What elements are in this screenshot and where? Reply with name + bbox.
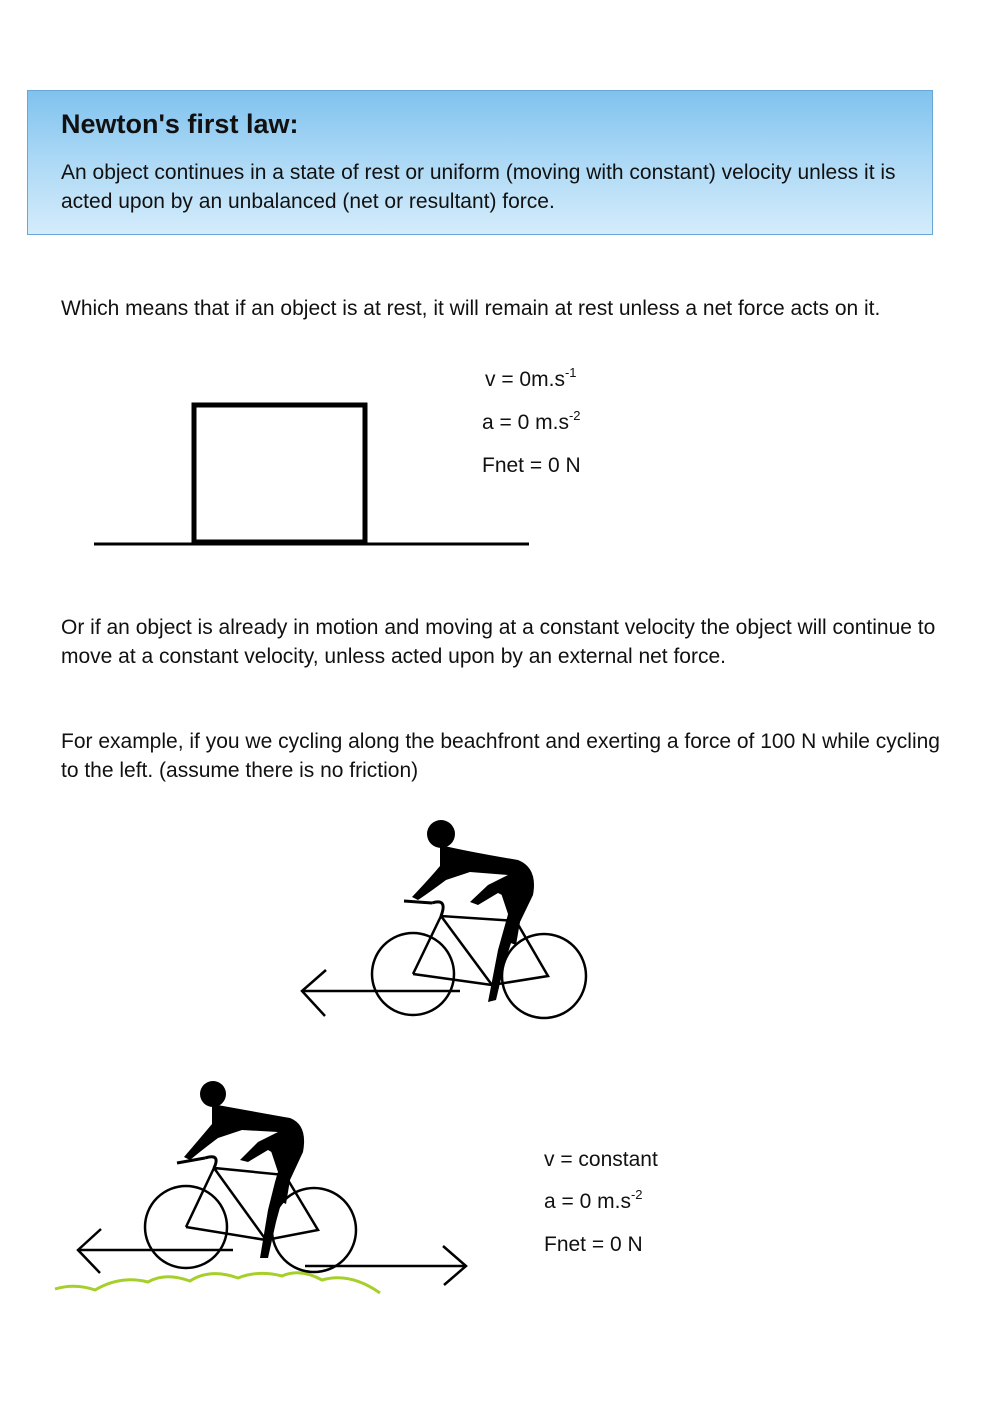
rider-head (200, 1081, 226, 1107)
force-arrow-left (302, 970, 460, 1016)
bike-frame (413, 916, 548, 985)
bike-frame (186, 1168, 318, 1240)
force-arrow-left (78, 1229, 233, 1273)
law-definition-box (27, 90, 933, 235)
rider-1 (412, 820, 534, 1002)
motion-acceleration: a = 0 $m.s^{-2}$ (544, 1187, 643, 1213)
rider-body (412, 845, 534, 1002)
bicycle-2 (145, 1157, 356, 1272)
rider-2 (184, 1081, 304, 1258)
force-arrow-right (305, 1246, 466, 1285)
rider-head (427, 820, 455, 848)
bicycle-1 (372, 901, 586, 1018)
front-wheel (502, 934, 586, 1018)
law-title: Newton's first law: (61, 109, 299, 139)
example-paragraph: For example, if you we cycling along the beachfront and exerting a force of 100 N while cycling to the left. (assume there is no friction) (61, 730, 940, 782)
motion-paragraph: Or if an object is already in motion and moving at a constant velocity the object will continue to move at a constant velocity, unless acted upon by an external net force. (61, 616, 936, 668)
rest-acceleration: a = 0 $m.s^{-2}$ (482, 408, 581, 434)
law-definition: An object continues in a state of rest or uniform (moving with constant) velocity unless it is acted upon by an unbalanced (net or resultant) force. (61, 161, 896, 213)
grass-ground (55, 1273, 380, 1293)
motion-velocity: v = constant (544, 1148, 658, 1171)
rest-velocity: $v = 0m.s^{-1}$ (485, 365, 577, 391)
motion-net-force: Fnet = 0 N (544, 1233, 643, 1256)
rest-net-force: Fnet = 0 N (482, 454, 581, 477)
front-wheel (272, 1188, 356, 1272)
rear-wheel (145, 1186, 227, 1268)
rear-wheel (372, 933, 454, 1015)
rest-paragraph: Which means that if an object is at rest, it will remain at rest unless a net force acts on it. (61, 297, 881, 320)
block (194, 405, 365, 542)
rider-body (184, 1104, 304, 1258)
